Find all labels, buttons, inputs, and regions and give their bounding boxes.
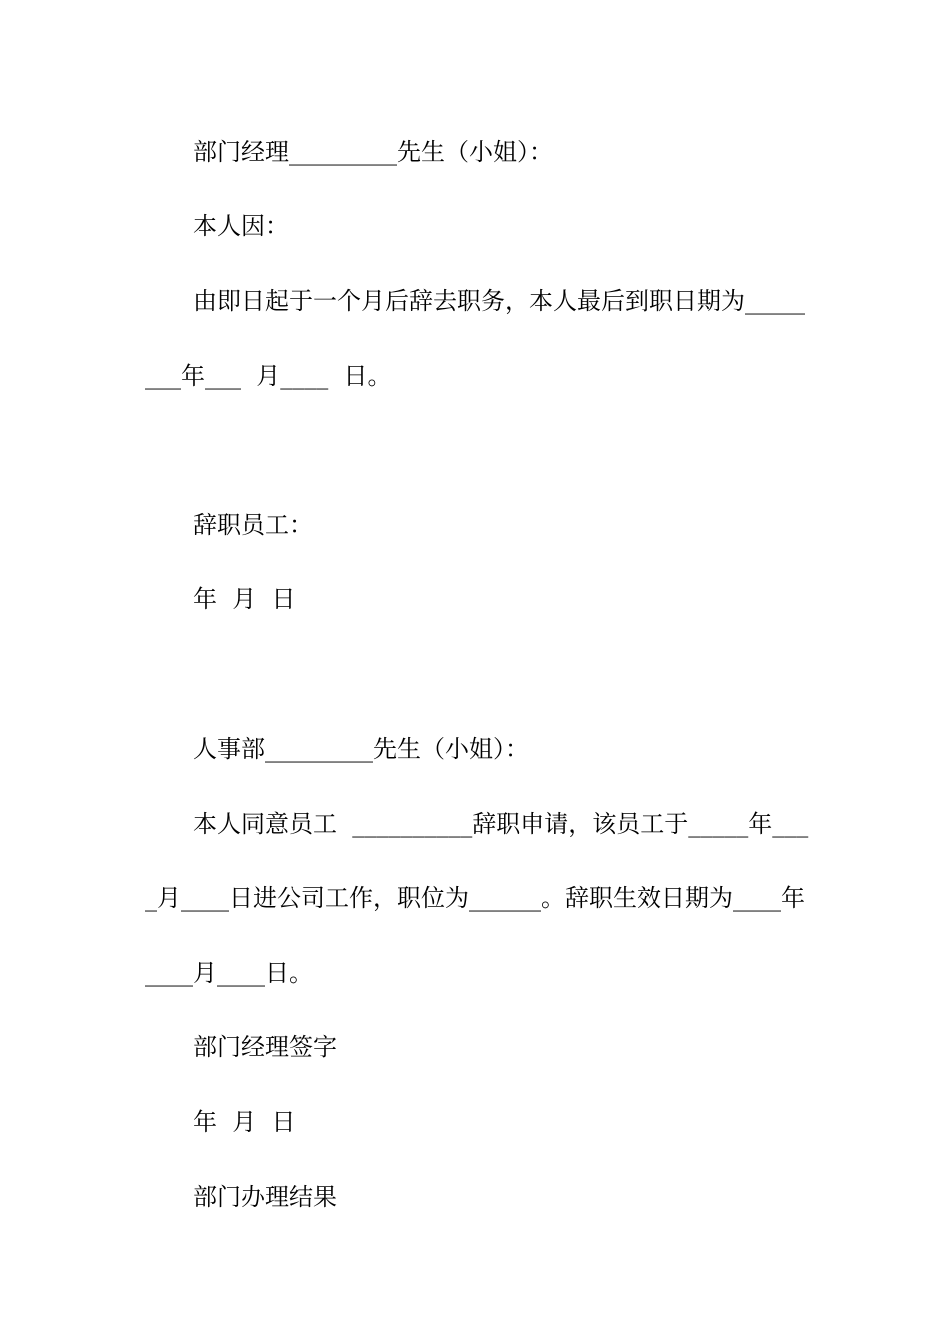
letter-body-line-1: 由即日起于一个月后辞去职务，本人最后到职日期为_____ — [193, 287, 805, 315]
manager-signature-date: 年 月 日 — [193, 1108, 296, 1136]
signature-date: 年 月 日 — [193, 585, 296, 613]
manager-signature-label: 部门经理签字 — [193, 1033, 337, 1061]
signature-label: 辞职员工： — [193, 511, 313, 539]
hr-body-line-3: ____月____日。 — [145, 959, 313, 987]
hr-salutation: 人事部_________先生（小姐）： — [193, 735, 529, 763]
hr-body-line-2: _月____日进公司工作，职位为______。辞职生效日期为____年 — [145, 884, 805, 912]
letter-salutation: 部门经理_________先生（小姐）： — [193, 138, 553, 166]
letter-body-line-2: ___年___ 月____ 日。 — [145, 362, 392, 390]
department-result-label: 部门办理结果 — [193, 1183, 337, 1211]
hr-body-line-1: 本人同意员工 __________辞职申请，该员工于_____年___ — [193, 810, 809, 838]
letter-reason: 本人因： — [193, 212, 289, 240]
